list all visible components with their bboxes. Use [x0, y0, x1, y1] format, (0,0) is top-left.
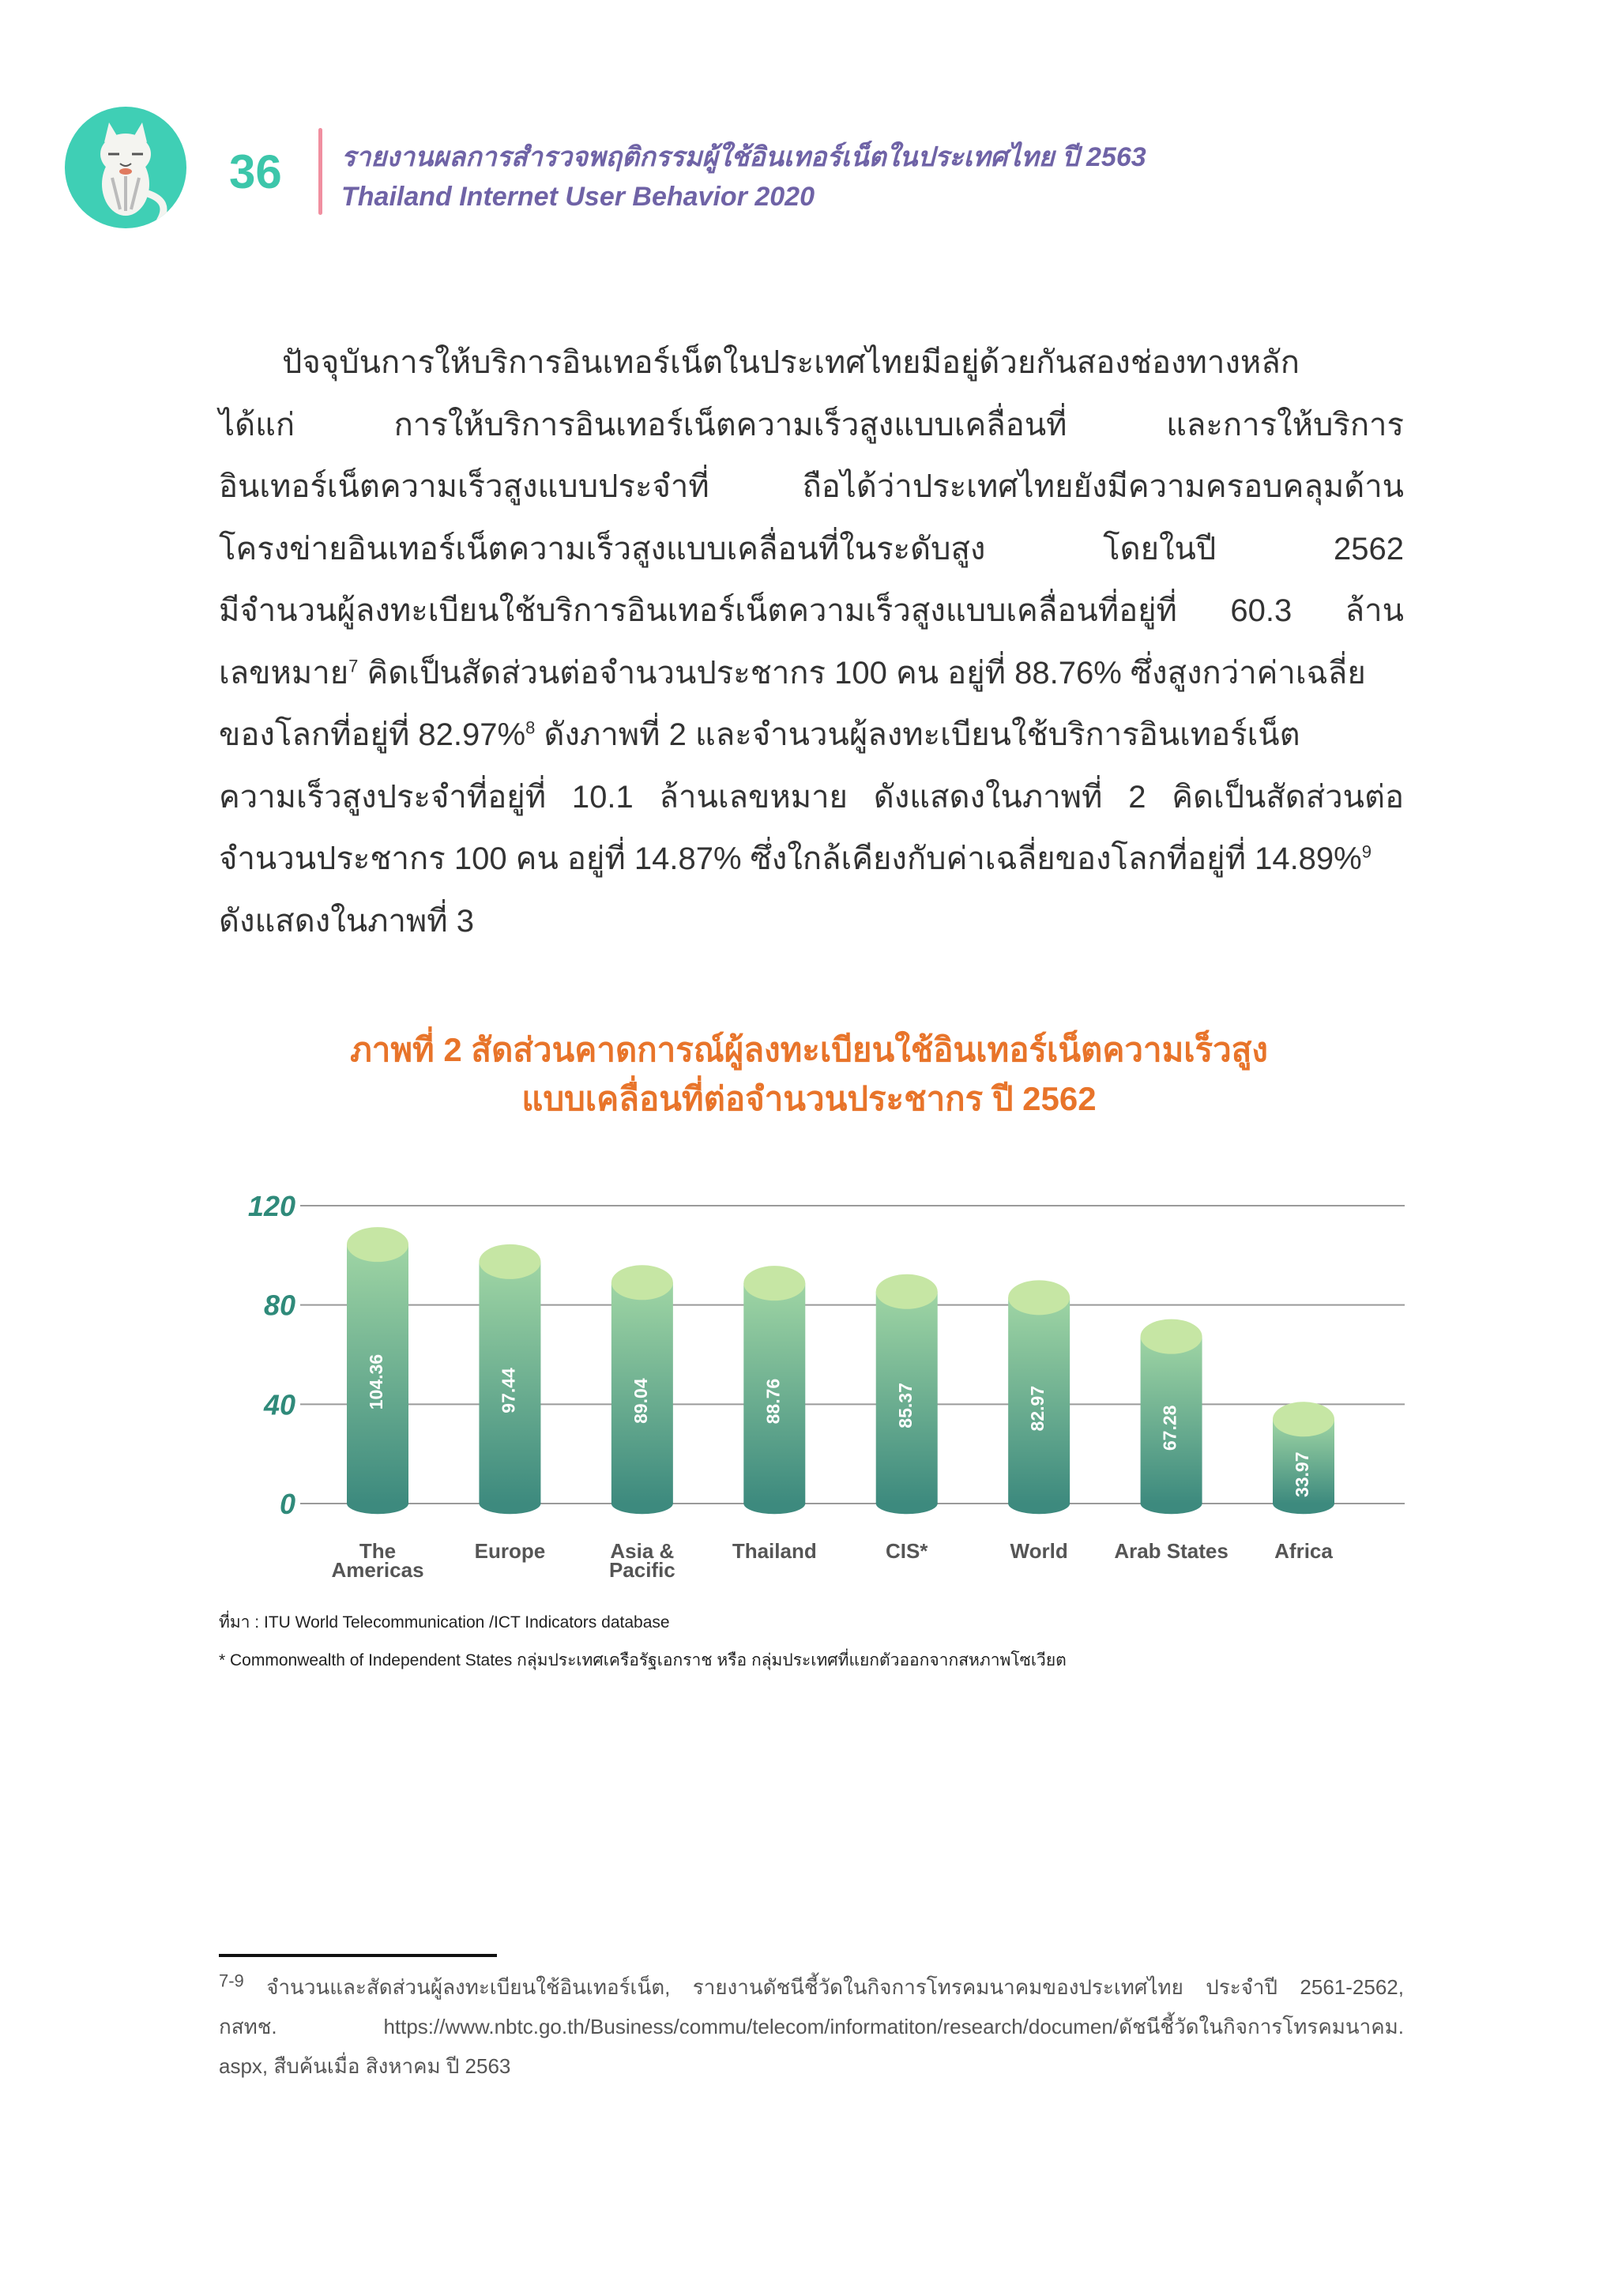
footnote-text: จำนวนและสัดส่วนผู้ลงทะเบียนใช้อินเทอร์เน็ต, รายงานดัชนีชี้วัดในกิจการโทรคมนาคมของประเทศไทย ประจำปี 2561-2562, [243, 1975, 1404, 1999]
footnote-ref-8: 8 [525, 717, 536, 738]
footnote-marker: 7-9 [219, 1970, 244, 1991]
category-label: Europe [474, 1539, 546, 1563]
category-label: Asia & [610, 1539, 675, 1563]
category-label: The [359, 1539, 397, 1563]
category-label: CIS* [885, 1539, 928, 1563]
body-line: ปัจจุบันการให้บริการอินเทอร์เน็ตในประเทศไทยมีอยู่ด้วยกันสองช่องทางหลัก [282, 345, 1300, 380]
bar-cap [347, 1227, 408, 1262]
body-paragraph [219, 332, 1404, 952]
bar-cap [1008, 1280, 1070, 1315]
category-label: Pacific [608, 1558, 675, 1582]
footnote-line: aspx, สืบค้นเมื่อ สิงหาคม ปี 2563 [219, 2054, 511, 2078]
header-title [341, 137, 1289, 216]
figure-title-line2: แบบเคลื่อนที่ต่อจำนวนประชากร ปี 2562 [521, 1080, 1097, 1117]
category-label: Americas [331, 1558, 424, 1582]
figure-notes [219, 1604, 1404, 1680]
bar-value-label: 67.28 [1159, 1405, 1180, 1451]
y-tick-label: 120 [247, 1190, 295, 1222]
cat-illustration-icon [65, 107, 186, 228]
bar-value-label: 82.97 [1027, 1385, 1048, 1432]
figure-note: * Commonwealth of Independent States กลุ่มประเทศเครือรัฐเอกราช หรือ กลุ่มประเทศที่แยกตัวออกจากสหภาพโซเวียต [219, 1651, 1067, 1669]
bar-value-label: 85.37 [894, 1383, 916, 1428]
page-number: 36 [229, 145, 282, 198]
body-line: อินเทอร์เน็ตความเร็วสูงแบบประจำที่ ถือได้ว่าประเทศไทยยังมีความครอบคลุมด้าน [219, 469, 1404, 504]
figure-title-line1: ภาพที่ 2 สัดส่วนคาดการณ์ผู้ลงทะเบียนใช้อินเทอร์เน็ตความเร็วสูง [350, 1031, 1268, 1068]
body-line [219, 828, 1404, 890]
footnote-ref-9: 9 [1361, 841, 1372, 862]
body-line: มีจำนวนผู้ลงทะเบียนใช้บริการอินเทอร์เน็ตความเร็วสูงแบบเคลื่อนที่อยู่ที่ 60.3 ล้าน [219, 593, 1404, 628]
figure-title [0, 1026, 1618, 1124]
body-line [219, 642, 1404, 705]
bar-chart [229, 1176, 1430, 1594]
bar-value-label: 89.04 [630, 1378, 651, 1424]
footnote-line: กสทช. https://www.nbtc.go.th/Business/commu/telecom/informatiton/research/documen/ดัชนีชี้วัดในกิจการโทรคมนาคม. [219, 2015, 1404, 2038]
header-title-th: รายงานผลการสำรวจพฤติกรรมผู้ใช้อินเทอร์เน็ตในประเทศไทย ปี 2563 [341, 142, 1146, 172]
bar-cap [1273, 1402, 1334, 1436]
bar-cap [876, 1274, 938, 1309]
body-text: เลขหมาย [219, 655, 349, 691]
bar-cap [611, 1265, 673, 1300]
category-label: Thailand [732, 1539, 817, 1563]
body-text: ดังภาพที่ 2 และจำนวนผู้ลงทะเบียนใช้บริการอินเทอร์เน็ต [535, 717, 1300, 752]
category-label: Africa [1274, 1539, 1333, 1563]
header-divider [318, 128, 322, 215]
body-text: ของโลกที่อยู่ที่ 82.97% [219, 717, 526, 752]
body-line: โครงข่ายอินเทอร์เน็ตความเร็วสูงแบบเคลื่อนที่ในระดับสูง โดยในปี 2562 [219, 531, 1404, 566]
bar-value-label: 97.44 [498, 1368, 519, 1413]
bar-cap [479, 1244, 540, 1279]
body-line: ดังแสดงในภาพที่ 3 [219, 903, 475, 939]
footnote-divider [219, 1954, 497, 1957]
body-line: ได้แก่ การให้บริการอินเทอร์เน็ตความเร็วสูงแบบเคลื่อนที่ และการให้บริการ [219, 407, 1404, 442]
cat-logo [65, 107, 186, 228]
bar-cap [743, 1266, 805, 1300]
figure-source: ที่มา : ITU World Telecommunication /ICT Indicators database [219, 1613, 670, 1632]
footnote-ref-7: 7 [348, 656, 359, 676]
footnote-line [219, 1967, 1404, 2007]
category-label: World [1010, 1539, 1068, 1563]
bar-value-label: 88.76 [762, 1378, 784, 1425]
body-line [219, 704, 1404, 766]
y-tick-label: 40 [263, 1388, 295, 1421]
body-text: จำนวนประชากร 100 คน อยู่ที่ 14.87% ซึ่งใกล้เคียงกับค่าเฉลี่ยของโลกที่อยู่ที่ 14.89% [219, 841, 1362, 876]
footnote [219, 1967, 1404, 2086]
bar-value-label: 104.36 [366, 1353, 387, 1410]
y-tick-label: 0 [279, 1488, 295, 1520]
y-tick-label: 80 [263, 1289, 295, 1322]
category-label: Arab States [1114, 1539, 1229, 1563]
bar-cap [1141, 1319, 1202, 1354]
bar-value-label: 33.97 [1292, 1451, 1313, 1498]
body-text: คิดเป็นสัดส่วนต่อจำนวนประชากร 100 คน อยู่ที่ 88.76% ซึ่งสูงกว่าค่าเฉลี่ย [358, 655, 1366, 691]
body-line: ความเร็วสูงประจำที่อยู่ที่ 10.1 ล้านเลขหมาย ดังแสดงในภาพที่ 2 คิดเป็นสัดส่วนต่อ [219, 779, 1404, 815]
header-title-en: Thailand Internet User Behavior 2020 [341, 182, 815, 212]
